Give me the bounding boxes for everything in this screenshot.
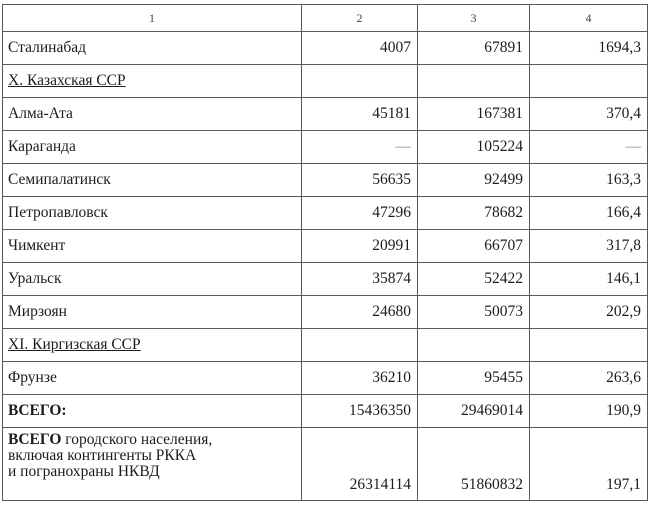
table-row <box>3 164 648 197</box>
value-col2: 4007 <box>302 32 418 65</box>
city-name: Фрунзе <box>3 362 302 395</box>
grand-total-label-line3: и погранохраны НКВД <box>8 463 160 480</box>
section-title-text: X. Казахская ССР <box>8 72 126 89</box>
value-col4: 263,6 <box>530 362 648 395</box>
value-col4: 317,8 <box>530 230 648 263</box>
column-number-2: 2 <box>302 5 418 32</box>
section-row <box>3 329 648 362</box>
city-name: Мирзоян <box>3 296 302 329</box>
total-col3: 29469014 <box>418 395 530 428</box>
table-row <box>3 263 648 296</box>
section-title <box>3 65 302 98</box>
value-col2: 45181 <box>302 98 418 131</box>
grand-total-label <box>3 428 302 501</box>
total-col2: 15436350 <box>302 395 418 428</box>
column-number-1: 1 <box>3 5 302 32</box>
value-col2: 47296 <box>302 197 418 230</box>
value-col4: 146,1 <box>530 263 648 296</box>
city-name: Чимкент <box>3 230 302 263</box>
section-title-text: XI. Киргизская ССР <box>8 336 141 353</box>
table-row <box>3 98 648 131</box>
value-col3: 167381 <box>418 98 530 131</box>
total-col4: 190,9 <box>530 395 648 428</box>
value-col3: 105224 <box>418 131 530 164</box>
value-col4: 163,3 <box>530 164 648 197</box>
empty-cell <box>418 329 530 362</box>
value-col4: 370,4 <box>530 98 648 131</box>
table-row <box>3 296 648 329</box>
grand-total-label-line1: городского населения, <box>61 431 213 448</box>
value-col3: 67891 <box>418 32 530 65</box>
table-row <box>3 362 648 395</box>
table-row <box>3 197 648 230</box>
value-col2: 20991 <box>302 230 418 263</box>
value-col3: 78682 <box>418 197 530 230</box>
grand-total-col2: 26314114 <box>302 428 418 501</box>
column-number-row <box>3 5 648 32</box>
table-row <box>3 230 648 263</box>
empty-cell <box>302 65 418 98</box>
value-col2: 35874 <box>302 263 418 296</box>
empty-cell <box>530 329 648 362</box>
value-col4: 166,4 <box>530 197 648 230</box>
value-col2: 56635 <box>302 164 418 197</box>
section-title <box>3 329 302 362</box>
population-table <box>2 4 648 501</box>
grand-total-col4: 197,1 <box>530 428 648 501</box>
value-col3: 66707 <box>418 230 530 263</box>
city-name: Уральск <box>3 263 302 296</box>
value-col4: 1694,3 <box>530 32 648 65</box>
empty-cell <box>302 329 418 362</box>
column-number-4: 4 <box>530 5 648 32</box>
empty-cell <box>418 65 530 98</box>
section-row <box>3 65 648 98</box>
grand-total-label-line2: включая контингенты РККА <box>8 447 197 464</box>
table-row <box>3 32 648 65</box>
city-name: Караганда <box>3 131 302 164</box>
total-label: ВСЕГО: <box>3 395 302 428</box>
city-name: Сталинабад <box>3 32 302 65</box>
value-col2: — <box>302 131 418 164</box>
value-col3: 95455 <box>418 362 530 395</box>
empty-cell <box>530 65 648 98</box>
value-col3: 92499 <box>418 164 530 197</box>
value-col2: 24680 <box>302 296 418 329</box>
value-col4: — <box>530 131 648 164</box>
table-row <box>3 131 648 164</box>
city-name: Алма-Ата <box>3 98 302 131</box>
city-name: Петропавловск <box>3 197 302 230</box>
value-col3: 50073 <box>418 296 530 329</box>
grand-total-label-bold: ВСЕГО <box>8 431 62 448</box>
grand-total-col3: 51860832 <box>418 428 530 501</box>
column-number-3: 3 <box>418 5 530 32</box>
value-col2: 36210 <box>302 362 418 395</box>
value-col3: 52422 <box>418 263 530 296</box>
city-name: Семипалатинск <box>3 164 302 197</box>
value-col4: 202,9 <box>530 296 648 329</box>
grand-total-row <box>3 428 648 501</box>
total-row <box>3 395 648 428</box>
